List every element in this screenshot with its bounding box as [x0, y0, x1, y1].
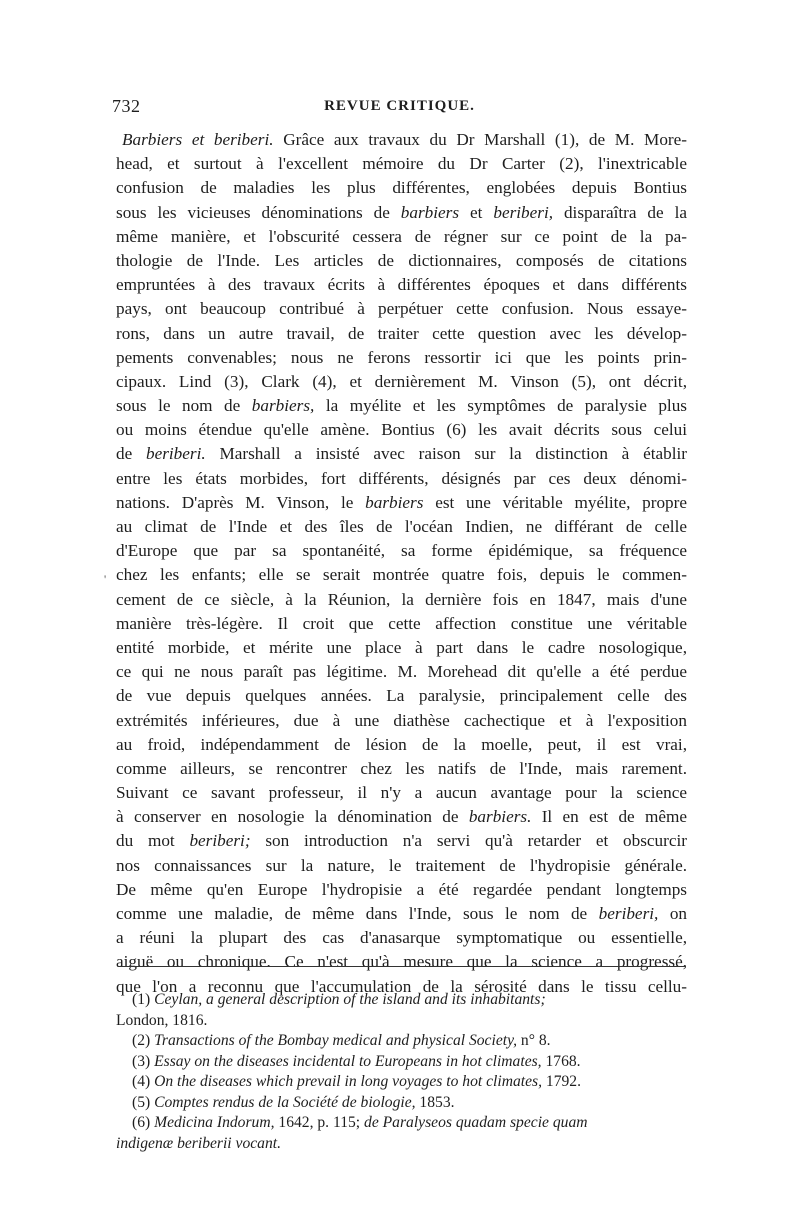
- text-run: sous les vicieuses dénominations de: [116, 202, 401, 222]
- italic-text: Barbiers et beriberi.: [122, 130, 274, 149]
- page-number: 732: [112, 96, 141, 116]
- text-line: [116, 588, 687, 612]
- text-line: [116, 370, 687, 394]
- text-run: disparaîtra de la: [553, 202, 687, 222]
- footnote-line: [116, 990, 687, 1011]
- text-line: [116, 660, 687, 684]
- italic-text: beriberi,: [598, 904, 659, 923]
- text-line: [116, 467, 687, 491]
- text-line: [116, 709, 687, 733]
- text-run: (3): [132, 1052, 155, 1070]
- footnote-line: [116, 1031, 687, 1052]
- text-run: on: [658, 904, 687, 923]
- text-run: head, et surtout à l'excellent mémoire du Dr Carter (2), l'inextricable: [116, 154, 687, 174]
- text-line: [116, 249, 687, 273]
- text-run: de: [116, 444, 146, 464]
- text-run: (4): [132, 1073, 155, 1090]
- italic-text: barbiers,: [251, 396, 315, 416]
- footnotes: [116, 990, 687, 1154]
- text-line: [116, 491, 687, 515]
- text-run: Grâce aux travaux du Dr Marshall (1), de M. More-: [273, 130, 687, 149]
- text-line: [116, 950, 687, 974]
- text-run: nations. D'après M. Vinson, le: [116, 492, 366, 512]
- text-run: 1768.: [541, 1052, 581, 1070]
- italic-text: barbiers: [365, 492, 424, 512]
- running-head: [112, 96, 687, 118]
- text-run: 1792.: [542, 1073, 581, 1090]
- text-line: [116, 346, 687, 370]
- text-run: (2): [132, 1032, 155, 1049]
- text-line: [116, 297, 687, 321]
- italic-text: Transactions of the Bombay medical and physical Society,: [154, 1032, 518, 1049]
- italic-text: beriberi.: [146, 444, 206, 464]
- text-line: [116, 176, 687, 200]
- text-run: du mot: [116, 831, 190, 851]
- text-line: [116, 854, 687, 878]
- text-run: d'Europe que par sa spontanéité, sa forme épidémique, sa fréquence: [116, 541, 687, 561]
- text-line: [116, 201, 687, 225]
- italic-text: barbiers: [400, 202, 460, 222]
- text-line: [116, 805, 687, 829]
- text-run: thologie de l'Inde. Les articles de dictionnaires, composés de citations: [116, 250, 687, 270]
- italic-text: Medicina Indorum,: [154, 1114, 275, 1131]
- body-paragraph: [116, 128, 687, 999]
- italic-text: On the diseases which prevail in long voyages to hot climates,: [154, 1073, 542, 1090]
- italic-text: de Paralyseos quadam specie quam: [364, 1114, 588, 1131]
- footnote-line: [116, 1134, 687, 1155]
- text-run: cipaux. Lind (3), Clark (4), et dernièrement M. Vinson (5), ont décrit,: [116, 371, 687, 391]
- italic-text: Ceylan, a general description of the island and its inhabitants;: [154, 991, 546, 1008]
- text-run: confusion de maladies les plus différentes, englobées depuis Bontius: [116, 178, 687, 198]
- text-line: [116, 394, 687, 418]
- text-line: [116, 515, 687, 539]
- text-run: aiguë ou chronique. Ce n'est qu'à mesure que la science a progressé,: [116, 952, 687, 972]
- footnote-line: [116, 1072, 687, 1093]
- text-run: 1642, p. 115;: [274, 1114, 365, 1131]
- text-run: ou moins étendue qu'elle amène. Bontius (6) les avait décrits sous celui: [116, 420, 687, 440]
- footnote-line: [116, 1011, 687, 1032]
- text-run: nos connaissances sur la nature, le traitement de l'hydropisie générale.: [116, 855, 687, 875]
- text-run: pements convenables; nous ne ferons ressortir ici que les points prin-: [116, 347, 687, 367]
- italic-text: indigenæ beriberii vocant.: [116, 1134, 282, 1152]
- text-run: la myélite et les symptômes de paralysie plus: [314, 396, 687, 416]
- footnote-line: [116, 1113, 687, 1134]
- text-run: même manière, et l'obscurité cessera de régner sur ce point de la pa-: [116, 226, 687, 246]
- text-run: a réuni la plupart des cas d'anasarque symptomatique ou essentielle,: [116, 928, 687, 948]
- text-run: entre les états morbides, fort différents, désignés par ces deux dénomi-: [116, 468, 687, 488]
- text-run: à conserver en nosologie la dénomination de: [116, 807, 469, 827]
- italic-text: beriberi;: [189, 831, 251, 851]
- text-run: de vue depuis quelques années. La paralysie, principalement celle des: [116, 686, 687, 706]
- text-line: [116, 781, 687, 805]
- text-run: cement de ce siècle, à la Réunion, la dernière fois en 1847, mais d'une: [116, 589, 687, 609]
- text-line: [116, 225, 687, 249]
- text-run: De même qu'en Europe l'hydropisie a été regardée pendant longtemps: [116, 879, 687, 899]
- text-run: pays, ont beaucoup contribué à perpétuer cette confusion. Nous essaye-: [116, 299, 687, 319]
- text-run: London, 1816.: [116, 1011, 208, 1029]
- text-run: est une véritable myélite, propre: [423, 492, 687, 512]
- text-run: Marshall a insisté avec raison sur la distinction à établir: [205, 444, 687, 464]
- text-line: [116, 926, 687, 950]
- text-run: au climat de l'Inde et des îles de l'océan Indien, ne différant de celle: [116, 517, 687, 536]
- text-run: Il en est de même: [531, 807, 687, 827]
- text-line: [116, 829, 687, 853]
- margin-mark: ': [104, 572, 107, 586]
- text-line: [116, 563, 687, 587]
- text-run: sous le nom de: [116, 396, 252, 416]
- text-line: [116, 273, 687, 297]
- text-run: son introduction n'a servi qu'à retarder et obscurcir: [250, 831, 687, 851]
- italic-text: beriberi,: [493, 202, 554, 222]
- footnote-rule: [118, 966, 686, 967]
- text-line: [116, 684, 687, 708]
- text-line: [116, 902, 687, 926]
- text-run: comme une maladie, de même dans l'Inde, sous le nom de: [116, 904, 599, 923]
- text-run: que l'on a reconnu que l'accumulation de la sérosité dans le tissu cellu-: [116, 976, 687, 996]
- text-run: (6): [132, 1114, 155, 1131]
- italic-text: Comptes rendus de la Société de biologie,: [154, 1093, 416, 1111]
- text-line: [116, 442, 687, 466]
- text-run: rons, dans un autre travail, de traiter cette question avec les dévelop-: [116, 323, 687, 343]
- italic-text: barbiers.: [468, 807, 532, 827]
- text-run: Suivant ce savant professeur, il n'y a aucun avantage pour la science: [116, 783, 687, 803]
- text-run: entité morbide, et mérite une place à part dans le cadre nosologique,: [116, 637, 687, 657]
- text-run: ce qui ne nous paraît pas légitime. M. Morehead dit qu'elle a été perdue: [116, 662, 687, 682]
- text-line: [116, 418, 687, 442]
- text-run: et: [459, 202, 494, 222]
- text-run: empruntées à des travaux écrits à différentes époques et dans différents: [116, 275, 687, 295]
- text-line: [116, 757, 687, 781]
- text-line: [116, 128, 687, 152]
- text-line: [116, 322, 687, 346]
- text-line: [116, 733, 687, 757]
- text-run: extrémités inférieures, due à une diathèse cachectique et à l'exposition: [116, 710, 687, 730]
- text-line: [116, 636, 687, 660]
- text-run: au froid, indépendamment de lésion de la moelle, peut, il est vrai,: [116, 734, 687, 754]
- text-run: (1): [132, 991, 155, 1008]
- text-line: [116, 539, 687, 563]
- text-run: manière très-légère. Il croit que cette affection constitue une véritable: [116, 613, 687, 633]
- footnote-line: [116, 1052, 687, 1073]
- text-run: chez les enfants; elle se serait montrée quatre fois, depuis le commen-: [116, 565, 687, 585]
- text-line: [116, 612, 687, 636]
- italic-text: Essay on the diseases incidental to Europeans in hot climates,: [154, 1052, 542, 1070]
- text-line: [116, 878, 687, 902]
- text-run: 1853.: [415, 1093, 455, 1111]
- footnote-line: [116, 1093, 687, 1114]
- text-run: (5): [132, 1093, 155, 1111]
- text-run: comme ailleurs, se rencontrer chez les natifs de l'Inde, mais rarement.: [116, 758, 687, 778]
- text-run: n° 8.: [517, 1032, 551, 1049]
- running-title: REVUE CRITIQUE.: [324, 98, 475, 114]
- text-line: [116, 152, 687, 176]
